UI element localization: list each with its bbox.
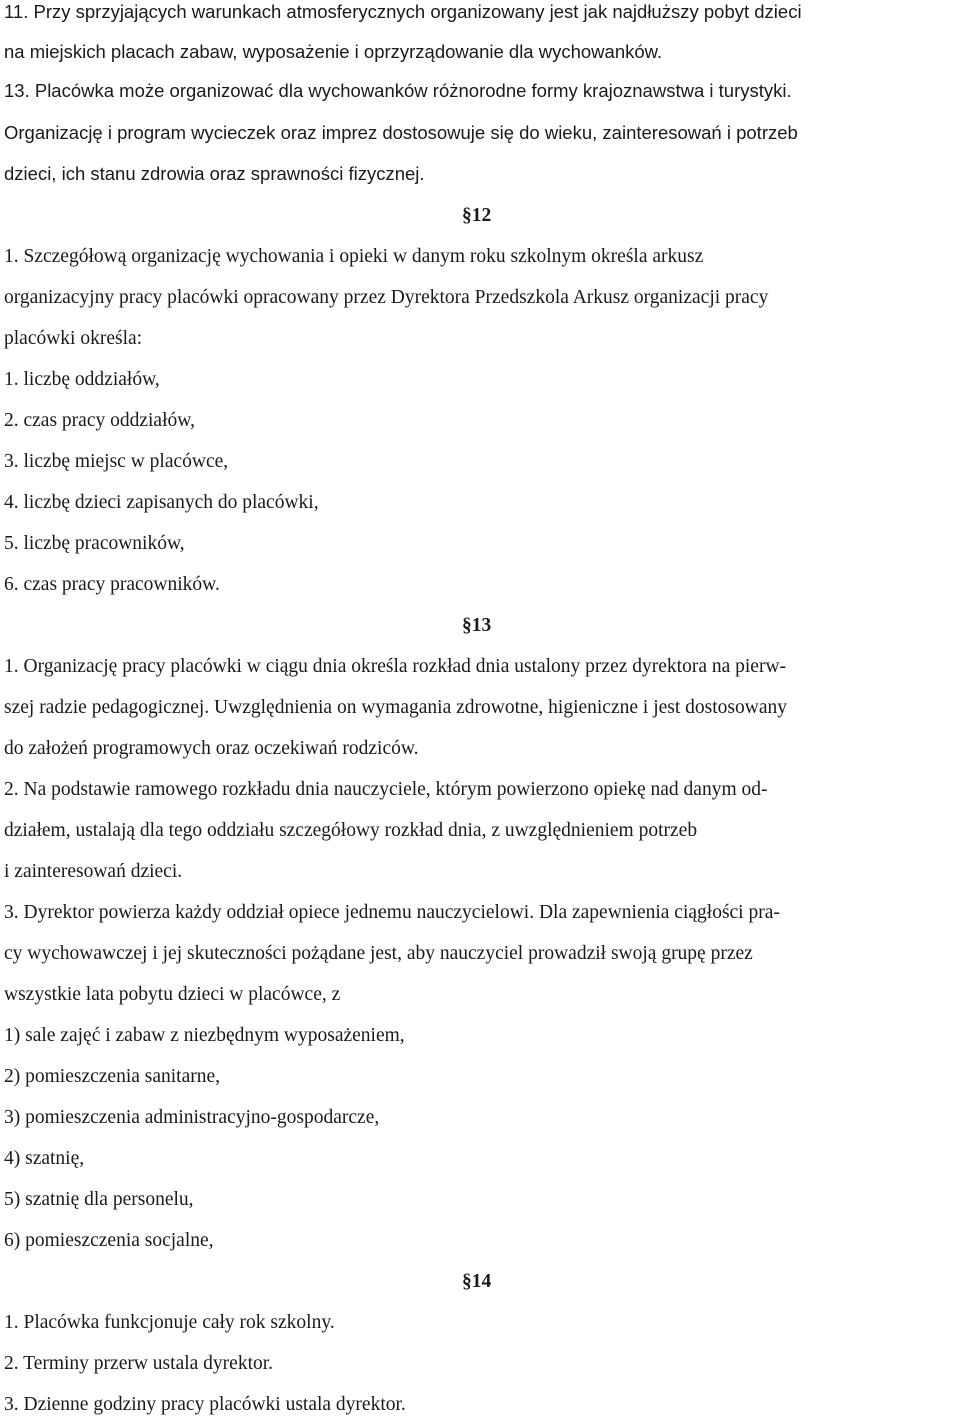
text-line: wszystkie lata pobytu dzieci w placówce, z [4, 984, 341, 1005]
text-line: na miejskich placach zabaw, wyposażenie i oprzyrządowanie dla wychowanków. [4, 41, 663, 62]
paragraph-heading: §14 [462, 1271, 492, 1292]
text-line: 11. Przy sprzyjających warunkach atmosferycznych organizowany jest jak najdłuższy pobyt dzieci [4, 1, 802, 22]
list-item: 2. czas pracy oddziałów, [4, 410, 195, 431]
text-line: i zainteresowań dzieci. [4, 861, 183, 882]
list-item: 1. liczbę oddziałów, [4, 369, 160, 390]
list-item: 4) szatnię, [4, 1148, 85, 1169]
text-line: cy wychowawczej i jej skuteczności pożądane jest, aby nauczyciel prowadził swoją grupę przez [4, 943, 753, 964]
text-line: 3. Dyrektor powierza każdy oddział opiece jednemu nauczycielowi. Dla zapewnienia ciągłości pra- [4, 902, 780, 923]
paragraph-heading: §12 [462, 205, 492, 226]
list-item: 1. Placówka funkcjonuje cały rok szkolny. [4, 1312, 335, 1333]
text-line: 2. Na podstawie ramowego rozkładu dnia nauczyciele, którym powierzono opiekę nad danym od- [4, 779, 768, 800]
text-line: organizacyjny pracy placówki opracowany przez Dyrektora Przedszkola Arkusz organizacji pracy [4, 287, 769, 308]
text-line: 1. Szczegółową organizację wychowania i opieki w danym roku szkolnym określa arkusz [4, 246, 704, 267]
list-item: 3) pomieszczenia administracyjno-gospodarcze, [4, 1107, 380, 1128]
list-item: 6) pomieszczenia socjalne, [4, 1230, 214, 1251]
list-item: 5) szatnię dla personelu, [4, 1189, 194, 1210]
list-item: 2. Terminy przerw ustala dyrektor. [4, 1353, 274, 1374]
text-line: szej radzie pedagogicznej. Uwzględnienia on wymagania zdrowotne, higieniczne i jest dostosowany [4, 697, 787, 718]
list-item: 6. czas pracy pracowników. [4, 574, 220, 595]
text-line: do założeń programowych oraz oczekiwań rodziców. [4, 738, 419, 759]
text-line: 13. Placówka może organizować dla wychowanków różnorodne formy krajoznawstwa i turystyki. [4, 80, 792, 101]
text-line: dzieci, ich stanu zdrowia oraz sprawności fizycznej. [4, 163, 425, 184]
list-item: 5. liczbę pracowników, [4, 533, 185, 554]
list-item: 3. Dzienne godziny pracy placówki ustala dyrektor. [4, 1394, 406, 1415]
text-line: 1. Organizację pracy placówki w ciągu dnia określa rozkład dnia ustalony przez dyrektora na pierw- [4, 656, 787, 677]
list-item: 2) pomieszczenia sanitarne, [4, 1066, 221, 1087]
text-line: placówki określa: [4, 328, 143, 349]
list-item: 3. liczbę miejsc w placówce, [4, 451, 229, 472]
text-line: działem, ustalają dla tego oddziału szczegółowy rozkład dnia, z uwzględnieniem potrzeb [4, 820, 698, 841]
text-line: Organizację i program wycieczek oraz imprez dostosowuje się do wieku, zainteresowań i potrzeb [4, 122, 798, 143]
paragraph-heading: §13 [462, 615, 492, 636]
list-item: 1) sale zajęć i zabaw z niezbędnym wyposażeniem, [4, 1025, 405, 1046]
list-item: 4. liczbę dzieci zapisanych do placówki, [4, 492, 319, 513]
